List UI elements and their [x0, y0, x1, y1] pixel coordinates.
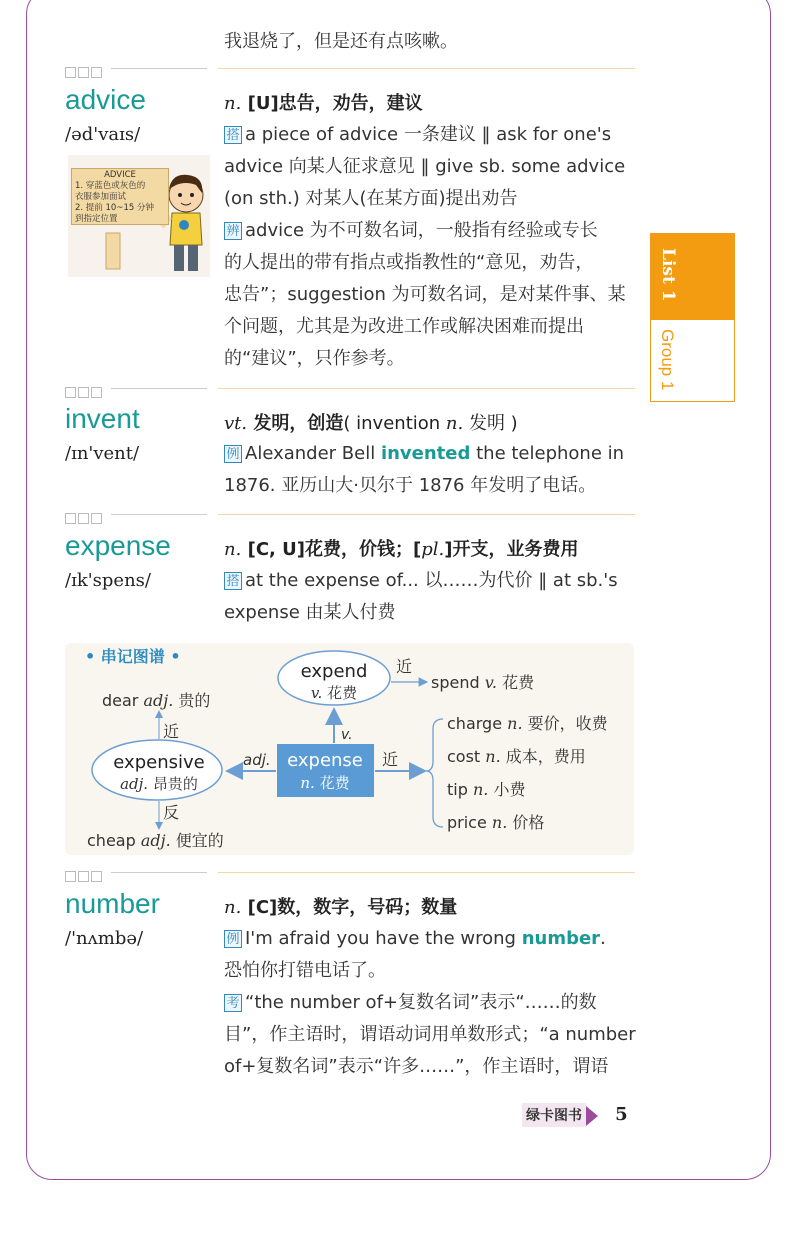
entry-phonetic-invent: /ɪn'vent/ [65, 443, 140, 464]
footer-arrow-icon [586, 1106, 598, 1126]
entry-word-expense: expense [65, 530, 171, 561]
example-number-translation: 恐怕你打错电话了。 [224, 960, 386, 981]
side-tab-list-label: List 1 [658, 248, 678, 302]
near-label: 近 [396, 657, 413, 676]
word-map-title: • 串记图谱 • [85, 647, 181, 666]
near-label: 近 [382, 750, 399, 769]
divider [65, 867, 635, 881]
collocation-tag: 搭 [224, 126, 242, 144]
entry-definition-expense: n. [C, U]花费，价钱；[pl.]开支，业务费用 [224, 539, 579, 560]
collocation-expense-line-2: expense 由某人付费 [224, 602, 396, 623]
dear-node: dear adj. 贵的 [102, 691, 211, 710]
distinction-advice-line-3: 忠告”；suggestion 为可数名词，是对某件事、某 [224, 284, 626, 305]
exam-note-line-3: of+复数名词”表示“许多……”，作主语时，谓语 [224, 1056, 609, 1077]
exam-note-line-2: 目”，作主语时，谓语动词用单数形式；“a number [224, 1024, 636, 1045]
cheap-node: cheap adj. 便宜的 [87, 831, 224, 850]
page-footer [522, 1103, 628, 1127]
collocation-tag: 搭 [224, 572, 242, 590]
example-number: 例 I'm afraid you have the wrong number. [224, 923, 606, 955]
entry-definition-invent: vt. 发明，创造( invention n. 发明 ) [224, 413, 518, 434]
synonym-price: price n. 价格 [447, 813, 545, 832]
distinction-advice-line-5: 的“建议”，只作参考。 [224, 348, 405, 369]
entry-phonetic-expense: /ɪk'spens/ [65, 570, 151, 591]
expend-gloss: v. 花费 [310, 684, 358, 702]
opposite-label: 反 [163, 803, 180, 822]
center-word: expense [287, 750, 363, 771]
center-gloss: n. 花费 [300, 774, 350, 792]
synonym-tip: tip n. 小费 [447, 780, 526, 799]
footer-brand: 绿卡图书 [522, 1103, 586, 1127]
spend-node: spend v. 花费 [431, 673, 535, 692]
synonym-charge: charge n. 要价，收费 [447, 714, 608, 733]
page-number: 5 [615, 1104, 628, 1125]
example-tag: 例 [224, 445, 242, 463]
side-tab-group-label: Group 1 [658, 329, 677, 391]
word-map-diagram [65, 643, 634, 855]
edge-v-label: v. [341, 727, 353, 743]
side-tab[interactable] [650, 233, 735, 402]
edge-adj-label: adj. [243, 751, 271, 769]
expensive-word: expensive [113, 752, 205, 773]
advice-sign: ADVICE 1. 穿蓝色或灰色的 衣服参加面试 2. 提前 10~15 分钟 到指定位置 [71, 168, 169, 225]
collocation-advice-line-2: advice 向某人征求意见 ‖ give sb. some advice [224, 156, 626, 177]
distinction-tag: 辨 [224, 222, 242, 240]
entry-phonetic-number: /'nʌmbə/ [65, 928, 144, 949]
synonym-cost: cost n. 成本，费用 [447, 747, 586, 766]
expend-word: expend [300, 661, 368, 682]
entry-word-number: number [65, 888, 160, 919]
distinction-advice-line-1: 辨 advice 为不可数名词，一般指有经验或专长 [224, 215, 598, 247]
exam-note-line-1: 考 “the number of+复数名词”表示“……的数 [224, 987, 597, 1019]
divider [65, 63, 635, 77]
entry-phonetic-advice: /əd'vaɪs/ [65, 124, 141, 145]
collocation-advice-line-1: 搭 a piece of advice 一条建议 ‖ ask for one's [224, 119, 611, 151]
exam-tag: 考 [224, 994, 242, 1012]
top-sentence: 我退烧了，但是还有点咳嗽。 [224, 31, 458, 52]
advice-illustration [68, 155, 210, 277]
entry-word-advice: advice [65, 84, 146, 115]
example-invent-translation: 1876. 亚历山大·贝尔于 1876 年发明了电话。 [224, 475, 597, 496]
distinction-advice-line-4: 个问题，尤其是为改进工作或解决困难而提出 [224, 316, 584, 337]
near-label: 近 [163, 722, 180, 741]
entry-definition-number: n. [C]数，数字，号码；数量 [224, 897, 458, 918]
example-invent: 例 Alexander Bell invented the telephone in [224, 438, 624, 470]
collocation-expense-line-1: 搭 at the expense of... 以……为代价 ‖ at sb.'s [224, 565, 618, 597]
divider [65, 509, 635, 523]
entry-word-invent: invent [65, 403, 140, 434]
expensive-gloss: adj. 昂贵的 [120, 775, 198, 793]
word-map [65, 643, 634, 855]
example-tag: 例 [224, 930, 242, 948]
divider [65, 383, 635, 397]
distinction-advice-line-2: 的人提出的带有指点或指教性的“意见，劝告， [224, 252, 594, 273]
collocation-advice-line-3: (on sth.) 对某人(在某方面)提出劝告 [224, 188, 518, 209]
entry-definition-advice: n. [U]忠告，劝告，建议 [224, 93, 423, 114]
side-tab-list [651, 234, 734, 320]
